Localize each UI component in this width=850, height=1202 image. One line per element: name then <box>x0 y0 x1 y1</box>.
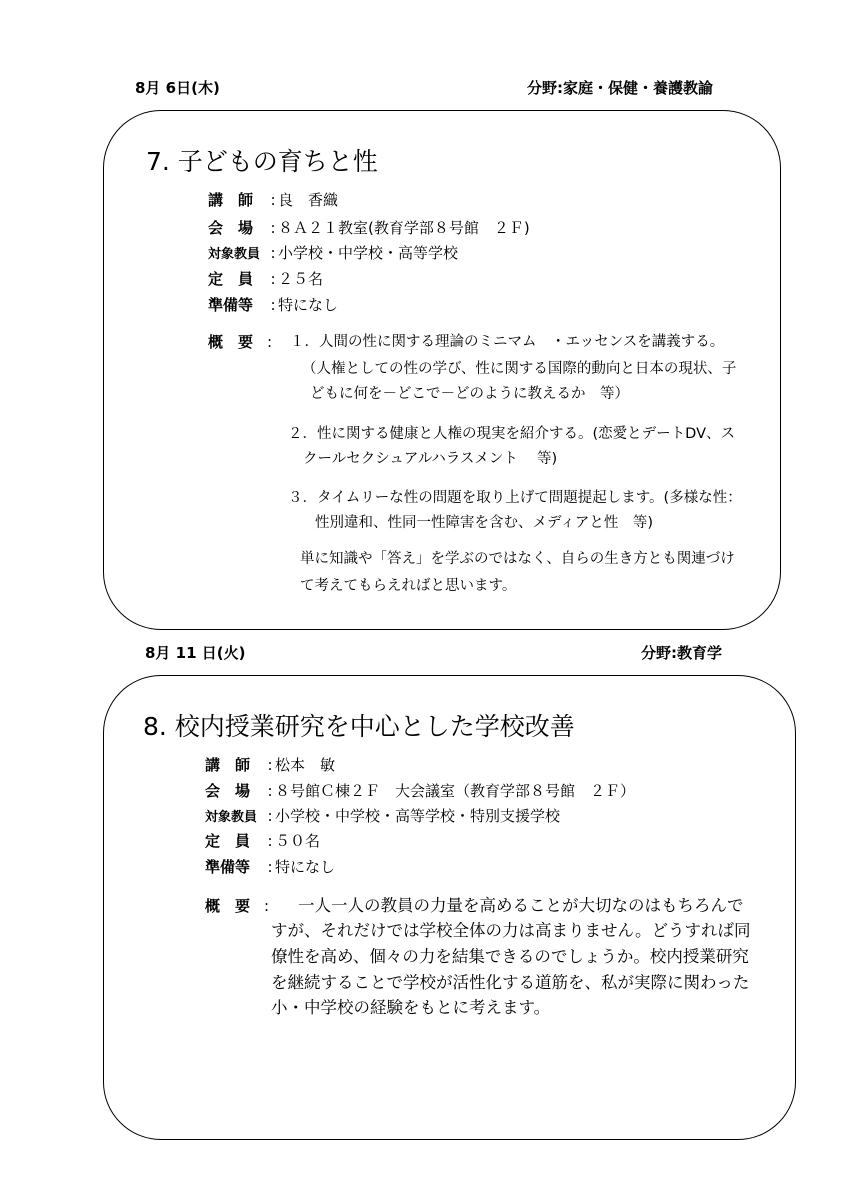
section7-closing-line2: て考えてもらえればと思います。 <box>300 578 517 594</box>
section7-target-row <box>208 243 458 265</box>
colon: : <box>270 191 276 209</box>
section8-date: 8月 11 日(火) <box>145 644 246 662</box>
section8-title: 8. 校内授業研究を中心とした学校改善 <box>143 712 575 741</box>
colon: : <box>267 756 273 774</box>
section8-summary-label: 概 要 : <box>205 897 270 915</box>
section7-summary-item-2-line1: ２．性に関する健康と人権の現実を紹介する。(恋愛とデートDV、ス <box>288 426 735 442</box>
section8-target-row <box>205 806 560 828</box>
section8-field: 分野:教育学 <box>641 644 722 662</box>
colon: : <box>267 832 273 850</box>
prep-label: 準備等 <box>208 296 254 314</box>
target-label: 対象教員 <box>208 247 261 262</box>
section7-venue-row <box>208 218 530 238</box>
section7-summary-item-1-line3: どもに何を－どこで－どのように教えるか 等） <box>310 386 629 402</box>
section7-summary-label: 概 要 : <box>208 333 273 351</box>
target-label: 対象教員 <box>205 810 258 825</box>
target-value: 小学校・中学校・高等学校・特別支援学校 <box>275 807 561 825</box>
prep-value: 特になし <box>278 296 339 314</box>
section8-capacity-row <box>205 831 320 851</box>
capacity-label: 定 員 <box>205 832 251 850</box>
venue-value: ８Ａ２１教室(教育学部８号館 ２Ｆ) <box>278 219 530 237</box>
colon: : <box>270 219 276 237</box>
colon: : <box>270 270 276 288</box>
target-value: 小学校・中学校・高等学校 <box>278 244 459 262</box>
section8-summary-line5: 小・中学校の経験をもとに考えます。 <box>271 998 551 1017</box>
colon: : <box>267 858 273 876</box>
section8-summary-line4: を継続することで学校が活性化する道筋を、私が実際に関わった <box>271 973 750 992</box>
section8-prep-row <box>205 857 335 877</box>
section7-date: 8月 6日(木) <box>135 79 220 97</box>
section7-summary-item-1-line1: １．人間の性に関する理論のミニマム ・エッセンスを講義する。 <box>290 334 725 350</box>
colon: : <box>270 296 276 314</box>
section7-prep-row <box>208 295 338 315</box>
capacity-value: ５０名 <box>275 832 321 850</box>
lecturer-label: 講 師 <box>205 756 251 774</box>
section7-summary-item-3-line1: ３．タイムリーな性の問題を取り上げて問題提起します。(多様な性： <box>288 490 742 506</box>
capacity-value: ２５名 <box>278 270 324 288</box>
section7-closing-line1: 単に知識や「答え」を学ぶのではなく、自らの生き方とも関連づけ <box>300 551 735 567</box>
section8-summary-line3: 僚性を高め、個々の力を結集できるのでしょうか。校内授業研究 <box>271 947 749 966</box>
colon: : <box>267 807 273 825</box>
prep-value: 特になし <box>275 858 336 876</box>
section8-summary-line2: すが、それだけでは学校全体の力は高まりません。どうすれば同 <box>271 921 751 940</box>
section8-summary-line1: 一人一人の教員の力量を高めることが大切なのはもちろんで <box>298 896 744 915</box>
section7-title: 7. 子どもの育ちと性 <box>146 147 378 176</box>
section7-summary-item-1-line2: （人権としての性の学び、性に関する国際的動向と日本の現状、子 <box>302 361 737 377</box>
lecturer-value: 良 香織 <box>278 191 339 209</box>
section7-summary-item-2-line2: クールセクシュアルハラスメント 等) <box>303 451 558 467</box>
venue-label: 会 場 <box>205 782 251 800</box>
colon: : <box>270 244 276 262</box>
section7-summary-item-3-line2: 性別違和、性同一性障害を含む、メディアと性 等) <box>315 515 653 531</box>
section7-field: 分野:家庭・保健・養護教諭 <box>527 79 713 97</box>
lecturer-value: 松本 敏 <box>275 756 336 774</box>
prep-label: 準備等 <box>205 858 251 876</box>
section8-venue-row <box>205 781 635 801</box>
venue-label: 会 場 <box>208 219 254 237</box>
colon: : <box>267 782 273 800</box>
section7-capacity-row <box>208 269 323 289</box>
venue-value: ８号館Ｃ棟２Ｆ 大会議室（教育学部８号館 ２Ｆ） <box>275 782 636 800</box>
section8-lecturer-row <box>205 755 335 775</box>
section7-lecturer-row <box>208 190 338 210</box>
capacity-label: 定 員 <box>208 270 254 288</box>
lecturer-label: 講 師 <box>208 191 254 209</box>
